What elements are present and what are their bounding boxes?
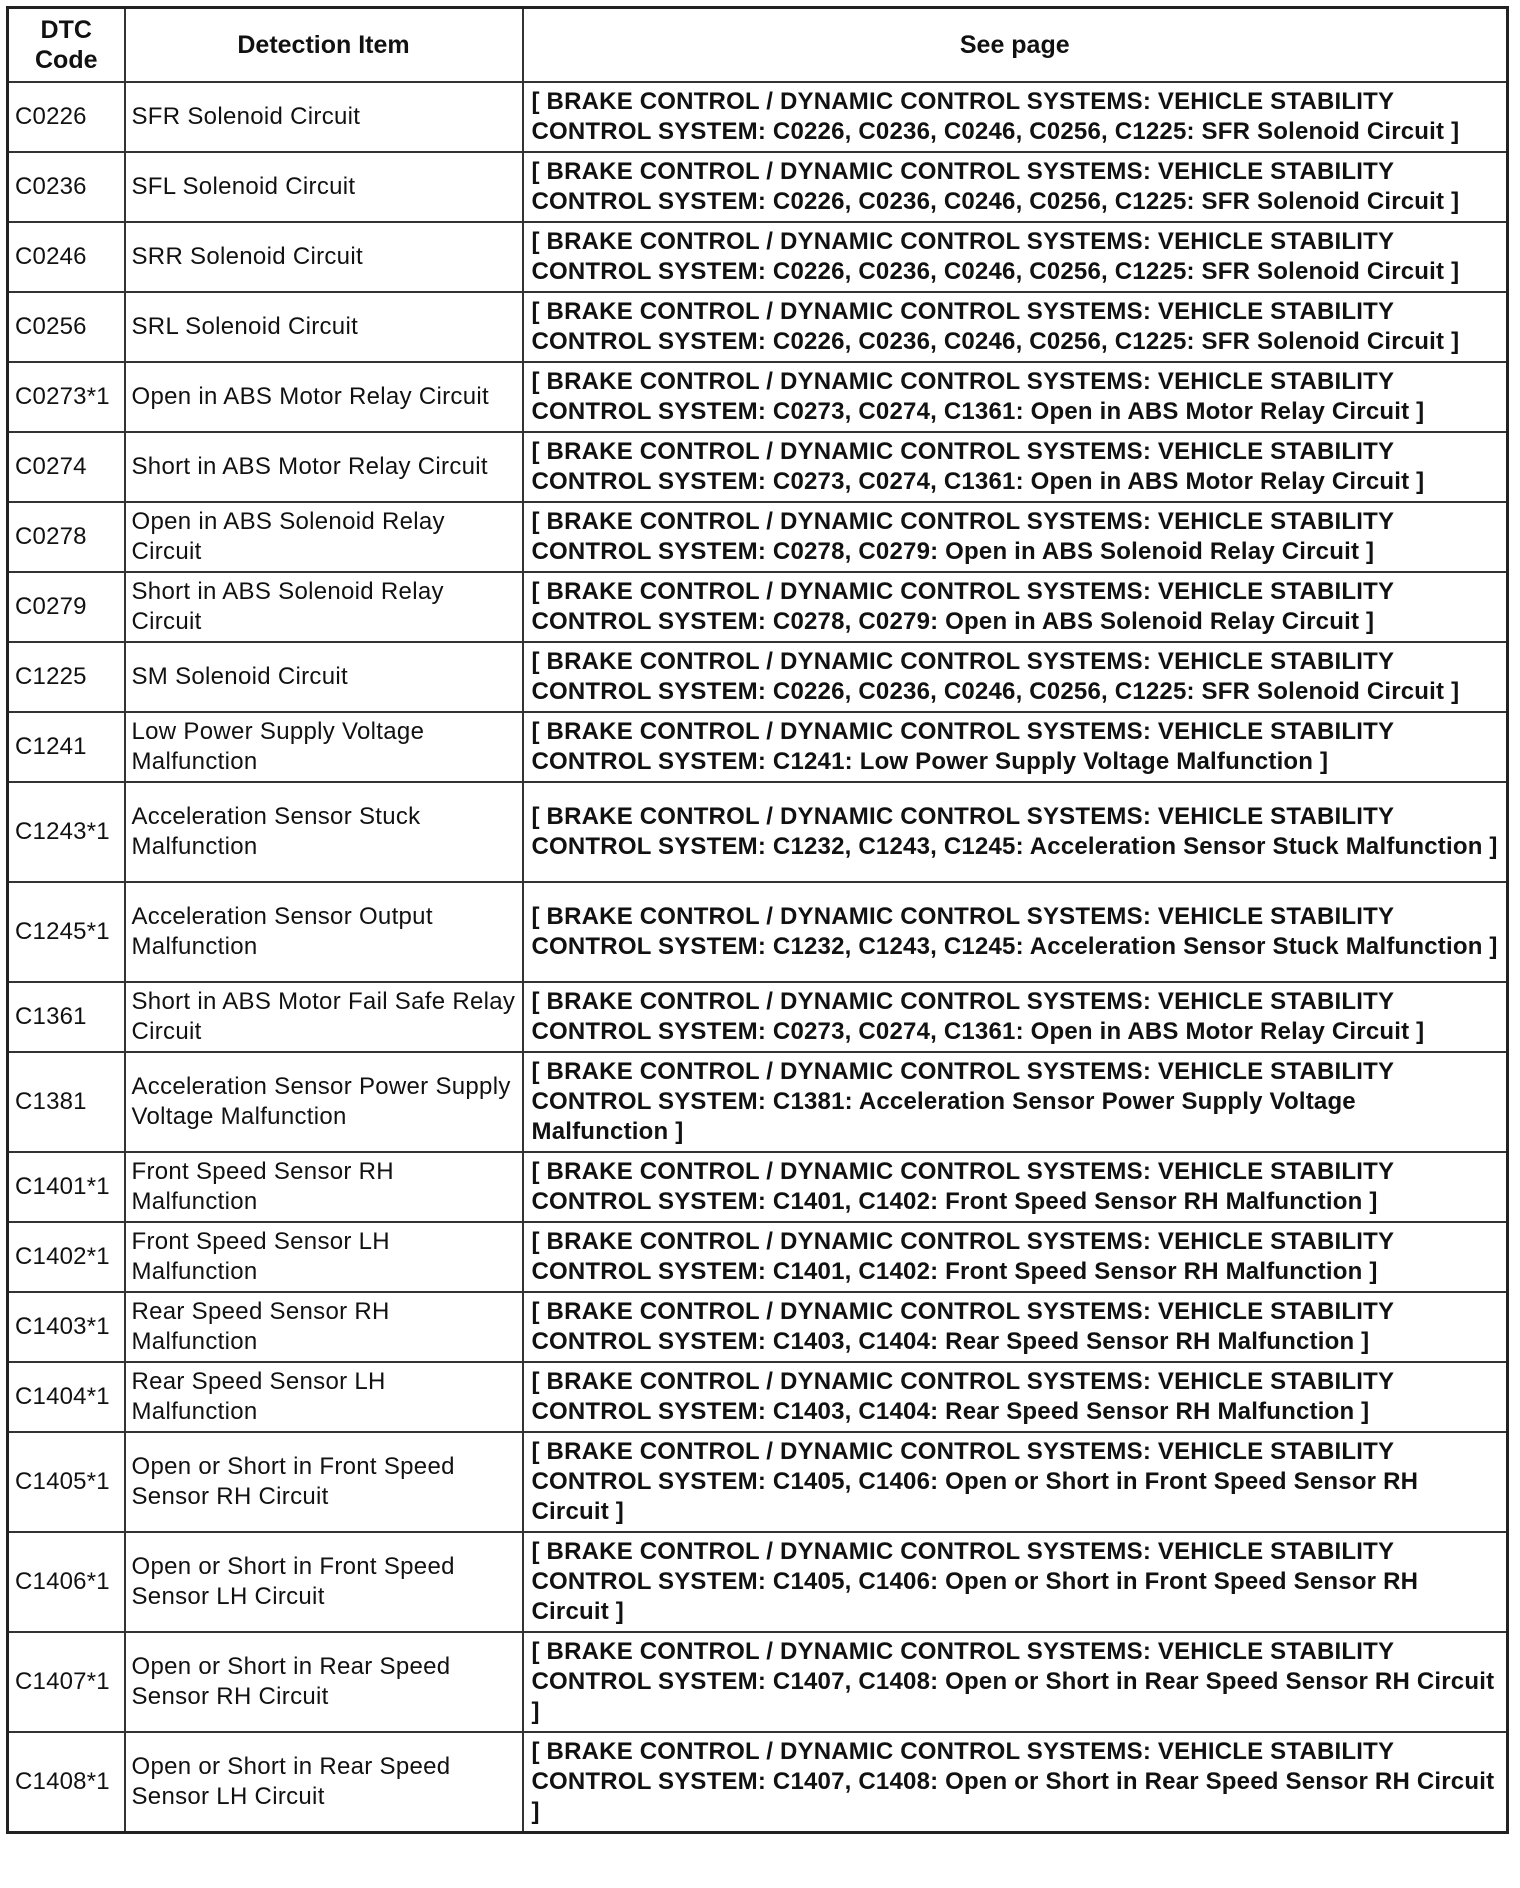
table-body (8, 82, 1508, 1833)
detection-item-cell: SM Solenoid Circuit (125, 642, 523, 712)
dtc-table (6, 6, 1509, 1834)
dtc-code-cell: C1381 (8, 1052, 125, 1152)
dtc-code-cell: C1406*1 (8, 1532, 125, 1632)
detection-item-cell: Rear Speed Sensor RH Malfunction (125, 1292, 523, 1362)
detection-item-cell: Open in ABS Solenoid Relay Circuit (125, 502, 523, 572)
detection-item-cell: Acceleration Sensor Stuck Malfunction (125, 782, 523, 882)
header-see-page: See page (523, 8, 1508, 83)
see-page-cell: [ BRAKE CONTROL / DYNAMIC CONTROL SYSTEMS: VEHICLE STABILITY CONTROL SYSTEM: C1407, C1408: Open or Short in Rear Speed Sensor RH Circuit ] (523, 1632, 1508, 1732)
see-page-cell: [ BRAKE CONTROL / DYNAMIC CONTROL SYSTEMS: VEHICLE STABILITY CONTROL SYSTEM: C1403, C1404: Rear Speed Sensor RH Malfunction ] (523, 1362, 1508, 1432)
table-row (8, 982, 1508, 1052)
see-page-cell: [ BRAKE CONTROL / DYNAMIC CONTROL SYSTEMS: VEHICLE STABILITY CONTROL SYSTEM: C0273, C0274, C1361: Open in ABS Motor Relay Circuit ] (523, 362, 1508, 432)
see-page-cell: [ BRAKE CONTROL / DYNAMIC CONTROL SYSTEMS: VEHICLE STABILITY CONTROL SYSTEM: C1401, C1402: Front Speed Sensor RH Malfunction ] (523, 1222, 1508, 1292)
table-row (8, 292, 1508, 362)
header-dtc-code: DTC Code (8, 8, 125, 83)
dtc-code-cell: C1245*1 (8, 882, 125, 982)
table-row (8, 1292, 1508, 1362)
see-page-cell: [ BRAKE CONTROL / DYNAMIC CONTROL SYSTEMS: VEHICLE STABILITY CONTROL SYSTEM: C1232, C1243, C1245: Acceleration Sensor Stuck Malfunction ] (523, 782, 1508, 882)
dtc-code-cell: C1408*1 (8, 1732, 125, 1833)
table-row (8, 572, 1508, 642)
detection-item-cell: Short in ABS Motor Relay Circuit (125, 432, 523, 502)
detection-item-cell: SRL Solenoid Circuit (125, 292, 523, 362)
dtc-code-cell: C0274 (8, 432, 125, 502)
dtc-code-cell: C0279 (8, 572, 125, 642)
see-page-cell: [ BRAKE CONTROL / DYNAMIC CONTROL SYSTEMS: VEHICLE STABILITY CONTROL SYSTEM: C1241: Low Power Supply Voltage Malfunction ] (523, 712, 1508, 782)
table-row (8, 1152, 1508, 1222)
see-page-cell: [ BRAKE CONTROL / DYNAMIC CONTROL SYSTEMS: VEHICLE STABILITY CONTROL SYSTEM: C0226, C0236, C0246, C0256, C1225: SFR Solenoid Circuit ] (523, 222, 1508, 292)
dtc-code-cell: C1243*1 (8, 782, 125, 882)
table-row (8, 222, 1508, 292)
detection-item-cell: Short in ABS Solenoid Relay Circuit (125, 572, 523, 642)
detection-item-cell: Acceleration Sensor Output Malfunction (125, 882, 523, 982)
dtc-code-cell: C1404*1 (8, 1362, 125, 1432)
see-page-cell: [ BRAKE CONTROL / DYNAMIC CONTROL SYSTEMS: VEHICLE STABILITY CONTROL SYSTEM: C0278, C0279: Open in ABS Solenoid Relay Circuit ] (523, 502, 1508, 572)
detection-item-cell: Open or Short in Front Speed Sensor RH Circuit (125, 1432, 523, 1532)
table-row (8, 782, 1508, 882)
table-row (8, 882, 1508, 982)
table-row (8, 82, 1508, 152)
dtc-code-cell: C0246 (8, 222, 125, 292)
see-page-cell: [ BRAKE CONTROL / DYNAMIC CONTROL SYSTEMS: VEHICLE STABILITY CONTROL SYSTEM: C1407, C1408: Open or Short in Rear Speed Sensor RH Circuit ] (523, 1732, 1508, 1833)
dtc-code-cell: C0226 (8, 82, 125, 152)
table-row (8, 1432, 1508, 1532)
table-header-row (8, 8, 1508, 83)
see-page-cell: [ BRAKE CONTROL / DYNAMIC CONTROL SYSTEMS: VEHICLE STABILITY CONTROL SYSTEM: C0226, C0236, C0246, C0256, C1225: SFR Solenoid Circuit ] (523, 152, 1508, 222)
table-row (8, 152, 1508, 222)
detection-item-cell: SRR Solenoid Circuit (125, 222, 523, 292)
see-page-cell: [ BRAKE CONTROL / DYNAMIC CONTROL SYSTEMS: VEHICLE STABILITY CONTROL SYSTEM: C1405, C1406: Open or Short in Front Speed Sensor RH Circuit ] (523, 1432, 1508, 1532)
see-page-cell: [ BRAKE CONTROL / DYNAMIC CONTROL SYSTEMS: VEHICLE STABILITY CONTROL SYSTEM: C0273, C0274, C1361: Open in ABS Motor Relay Circuit ] (523, 432, 1508, 502)
detection-item-cell: SFR Solenoid Circuit (125, 82, 523, 152)
dtc-code-cell: C1241 (8, 712, 125, 782)
table-row (8, 642, 1508, 712)
table-row (8, 1532, 1508, 1632)
table-row (8, 712, 1508, 782)
detection-item-cell: Open or Short in Rear Speed Sensor RH Circuit (125, 1632, 523, 1732)
table-row (8, 432, 1508, 502)
see-page-cell: [ BRAKE CONTROL / DYNAMIC CONTROL SYSTEMS: VEHICLE STABILITY CONTROL SYSTEM: C1401, C1402: Front Speed Sensor RH Malfunction ] (523, 1152, 1508, 1222)
detection-item-cell: Open in ABS Motor Relay Circuit (125, 362, 523, 432)
detection-item-cell: SFL Solenoid Circuit (125, 152, 523, 222)
dtc-code-cell: C0273*1 (8, 362, 125, 432)
table-row (8, 362, 1508, 432)
header-detection-item: Detection Item (125, 8, 523, 83)
see-page-cell: [ BRAKE CONTROL / DYNAMIC CONTROL SYSTEMS: VEHICLE STABILITY CONTROL SYSTEM: C1381: Acceleration Sensor Power Supply Voltage Malfunction ] (523, 1052, 1508, 1152)
detection-item-cell: Acceleration Sensor Power Supply Voltage Malfunction (125, 1052, 523, 1152)
dtc-table-container (6, 6, 1506, 1834)
table-row (8, 1732, 1508, 1833)
dtc-code-cell: C1403*1 (8, 1292, 125, 1362)
table-row (8, 502, 1508, 572)
table-row (8, 1052, 1508, 1152)
dtc-code-cell: C0278 (8, 502, 125, 572)
dtc-code-cell: C1402*1 (8, 1222, 125, 1292)
detection-item-cell: Open or Short in Rear Speed Sensor LH Circuit (125, 1732, 523, 1833)
see-page-cell: [ BRAKE CONTROL / DYNAMIC CONTROL SYSTEMS: VEHICLE STABILITY CONTROL SYSTEM: C0273, C0274, C1361: Open in ABS Motor Relay Circuit ] (523, 982, 1508, 1052)
see-page-cell: [ BRAKE CONTROL / DYNAMIC CONTROL SYSTEMS: VEHICLE STABILITY CONTROL SYSTEM: C0226, C0236, C0246, C0256, C1225: SFR Solenoid Circuit ] (523, 642, 1508, 712)
table-row (8, 1222, 1508, 1292)
dtc-code-cell: C0256 (8, 292, 125, 362)
see-page-cell: [ BRAKE CONTROL / DYNAMIC CONTROL SYSTEMS: VEHICLE STABILITY CONTROL SYSTEM: C0226, C0236, C0246, C0256, C1225: SFR Solenoid Circuit ] (523, 82, 1508, 152)
detection-item-cell: Low Power Supply Voltage Malfunction (125, 712, 523, 782)
dtc-code-cell: C1225 (8, 642, 125, 712)
table-row (8, 1362, 1508, 1432)
see-page-cell: [ BRAKE CONTROL / DYNAMIC CONTROL SYSTEMS: VEHICLE STABILITY CONTROL SYSTEM: C1405, C1406: Open or Short in Front Speed Sensor RH Circuit ] (523, 1532, 1508, 1632)
dtc-code-cell: C1401*1 (8, 1152, 125, 1222)
detection-item-cell: Short in ABS Motor Fail Safe Relay Circuit (125, 982, 523, 1052)
dtc-code-cell: C1361 (8, 982, 125, 1052)
see-page-cell: [ BRAKE CONTROL / DYNAMIC CONTROL SYSTEMS: VEHICLE STABILITY CONTROL SYSTEM: C1403, C1404: Rear Speed Sensor RH Malfunction ] (523, 1292, 1508, 1362)
dtc-code-cell: C1405*1 (8, 1432, 125, 1532)
detection-item-cell: Open or Short in Front Speed Sensor LH Circuit (125, 1532, 523, 1632)
dtc-code-cell: C0236 (8, 152, 125, 222)
see-page-cell: [ BRAKE CONTROL / DYNAMIC CONTROL SYSTEMS: VEHICLE STABILITY CONTROL SYSTEM: C1232, C1243, C1245: Acceleration Sensor Stuck Malfunction ] (523, 882, 1508, 982)
detection-item-cell: Front Speed Sensor LH Malfunction (125, 1222, 523, 1292)
dtc-code-cell: C1407*1 (8, 1632, 125, 1732)
see-page-cell: [ BRAKE CONTROL / DYNAMIC CONTROL SYSTEMS: VEHICLE STABILITY CONTROL SYSTEM: C0226, C0236, C0246, C0256, C1225: SFR Solenoid Circuit ] (523, 292, 1508, 362)
detection-item-cell: Rear Speed Sensor LH Malfunction (125, 1362, 523, 1432)
see-page-cell: [ BRAKE CONTROL / DYNAMIC CONTROL SYSTEMS: VEHICLE STABILITY CONTROL SYSTEM: C0278, C0279: Open in ABS Solenoid Relay Circuit ] (523, 572, 1508, 642)
detection-item-cell: Front Speed Sensor RH Malfunction (125, 1152, 523, 1222)
table-row (8, 1632, 1508, 1732)
